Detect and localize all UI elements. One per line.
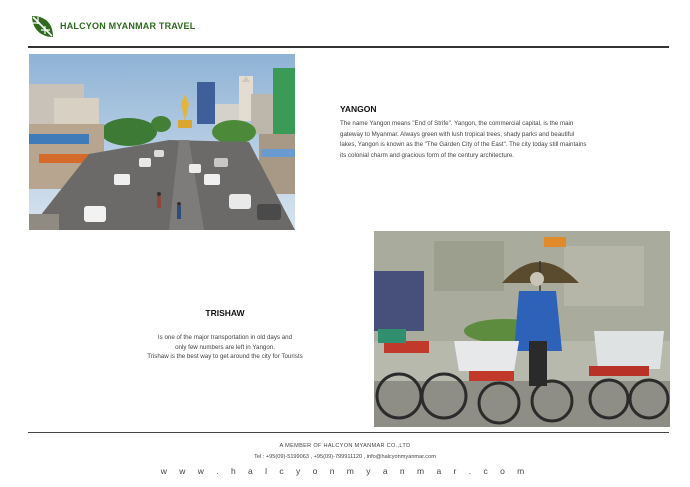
footer-divider: [28, 432, 669, 433]
yangon-street-photo: [29, 54, 295, 230]
yangon-title: YANGON: [340, 104, 377, 114]
trishaw-line: Is one of the major transportation in old days and: [157, 334, 293, 341]
trishaw-photo: [374, 231, 670, 427]
brand-name: HALCYON MYANMAR TRAVEL: [60, 21, 196, 31]
trishaw-title: TRISHAW: [205, 308, 245, 318]
leaf-logo-icon: [30, 14, 55, 39]
footer: [0, 443, 690, 476]
trishaw-description: [110, 333, 340, 362]
trishaw-line: only few numbers are left in Yangon.: [175, 343, 275, 351]
yangon-description: The name Yangon means "End of Strife". Yangon, the commercial capital, is the main gateway to Myanmar. Always green with lush tropical trees, shady parks and beautiful lakes, Yangon is known as the "The Garden City of the East". The city today still maintains its colonial charm and gracious form of the century architecture.: [340, 120, 587, 159]
footer-website: w w w . h a l c y o n m y a n m a r . c o m: [160, 466, 530, 476]
trishaw-line: Trishaw is the best way to get around the city for Tourists: [147, 353, 303, 360]
header-divider: [28, 46, 669, 48]
footer-member-text: A MEMBER OF HALCYON MYANMAR CO.,LTD: [279, 443, 411, 449]
footer-contact: Tel : +95(09)-5199063 , +95(09)-799911120 , info@halcyonmyanmar.com: [254, 454, 436, 460]
